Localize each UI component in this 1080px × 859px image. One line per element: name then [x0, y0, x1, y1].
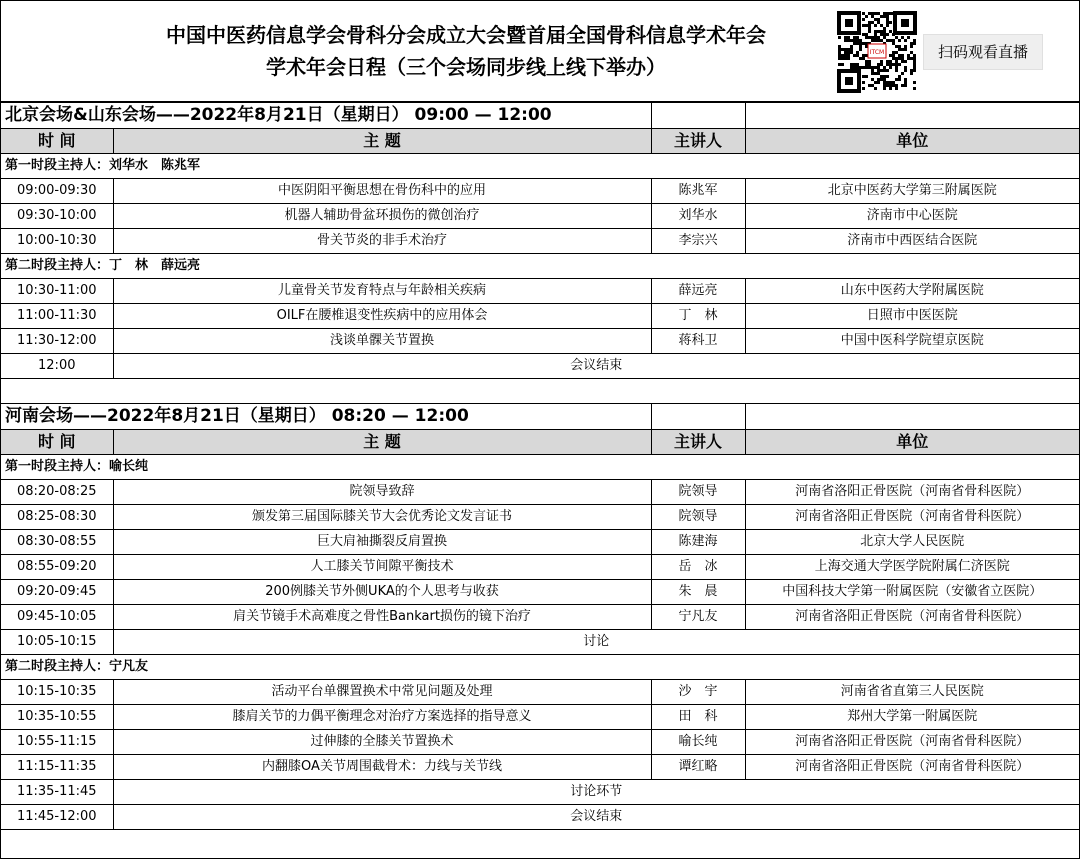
discussion-row: 11:35-11:45 讨论环节: [1, 780, 1079, 805]
table-row: 08:30-08:55 巨大肩袖撕裂反肩置换 陈建海 北京大学人民医院: [1, 530, 1079, 555]
table-row: 09:30-10:00 机器人辅助骨盆环损伤的微创治疗 刘华水 济南市中心医院: [1, 204, 1079, 229]
table-row: 08:20-08:25 院领导致辞 院领导 河南省洛阳正骨医院（河南省骨科医院）: [1, 480, 1079, 505]
table-row: 11:15-11:35 内翻膝OA关节周围截骨术：力线与关节线 谭红略 河南省洛阳正骨医院（河南省骨科医院）: [1, 755, 1079, 780]
title-line-2: 学术年会日程（三个会场同步线上线下举办）: [266, 55, 666, 79]
end-row: 12:00 会议结束: [1, 354, 1079, 379]
host-row: [1, 254, 1079, 279]
table-row: 09:45-10:05 肩关节镜手术高难度之骨性Bankart损伤的镜下治疗 宁凡友 河南省洛阳正骨医院（河南省骨科医院）: [1, 605, 1079, 630]
table-row: 10:15-10:35 活动平台单髁置换术中常见问题及处理 沙 宇 河南省省直第三人民医院: [1, 680, 1079, 705]
table-row: 10:30-11:00 儿童骨关节发育特点与年龄相关疾病 薛远亮 山东中医药大学附属医院: [1, 279, 1079, 304]
host-row: [1, 655, 1079, 680]
qr-code-icon[interactable]: [837, 11, 917, 93]
table-row: 10:35-10:55 膝肩关节的力偶平衡理念对治疗方案选择的指导意义 田 科 郑州大学第一附属医院: [1, 705, 1079, 730]
page-header: [1, 1, 1079, 102]
table-row: 09:20-09:45 200例膝关节外侧UKA的个人思考与收获 朱 晨 中国科技大学第一附属医院（安徽省立医院）: [1, 580, 1079, 605]
table-row: 08:55-09:20 人工膝关节间隙平衡技术 岳 冰 上海交通大学医学院附属仁济医院: [1, 555, 1079, 580]
page-title: [1, 19, 931, 83]
session1-host1: 第一时段主持人：刘华水 陈兆军: [1, 154, 1079, 179]
session2-host2: 第二时段主持人：宁凡友: [1, 655, 1079, 680]
col-topic: 主 题: [113, 129, 651, 154]
host-row: [1, 455, 1079, 480]
col-unit: 单位: [745, 129, 1079, 154]
session1-title-row: [1, 103, 1079, 129]
title-line-1: 中国中医药信息学会骨科分会成立大会暨首届全国骨科信息学术年会: [166, 23, 766, 47]
session2-title-row: [1, 404, 1079, 430]
col-speaker: 主讲人: [651, 129, 745, 154]
table-row: 11:30-12:00 浅谈单髁关节置换 蒋科卫 中国中医科学院望京医院: [1, 329, 1079, 354]
table-row: 09:00-09:30 中医阴阳平衡思想在骨伤科中的应用 陈兆军 北京中医药大学第三附属医院: [1, 179, 1079, 204]
session1-title: 北京会场&山东会场——2022年8月21日（星期日） 09:00 — 12:00: [1, 103, 651, 129]
spacer-row: [1, 379, 1079, 404]
table-row: 10:55-11:15 过伸膝的全膝关节置换术 喻长纯 河南省洛阳正骨医院（河南省骨科医院）: [1, 730, 1079, 755]
table-row: 11:00-11:30 OILF在腰椎退变性疾病中的应用体会 丁 林 日照市中医医院: [1, 304, 1079, 329]
schedule-table: [1, 102, 1079, 830]
session1-host2: 第二时段主持人：丁 林 薛远亮: [1, 254, 1079, 279]
table-row: 08:25-08:30 颁发第三届国际膝关节大会优秀论文发言证书 院领导 河南省洛阳正骨医院（河南省骨科医院）: [1, 505, 1079, 530]
col-time: 时 间: [1, 129, 113, 154]
column-header-row: [1, 129, 1079, 154]
qr-logo-text: ITCM: [869, 49, 885, 56]
table-row: 10:00-10:30 骨关节炎的非手术治疗 李宗兴 济南市中西医结合医院: [1, 229, 1079, 254]
host-row: [1, 154, 1079, 179]
column-header-row: 时 间 主 题 主讲人 单位: [1, 430, 1079, 455]
discussion-row: 10:05-10:15 讨论: [1, 630, 1079, 655]
session2-title: 河南会场——2022年8月21日（星期日） 08:20 — 12:00: [1, 404, 651, 430]
session2-host1: 第一时段主持人：喻长纯: [1, 455, 1079, 480]
watch-live-button[interactable]: 扫码观看直播: [923, 34, 1043, 70]
end-row: 11:45-12:00 会议结束: [1, 805, 1079, 830]
